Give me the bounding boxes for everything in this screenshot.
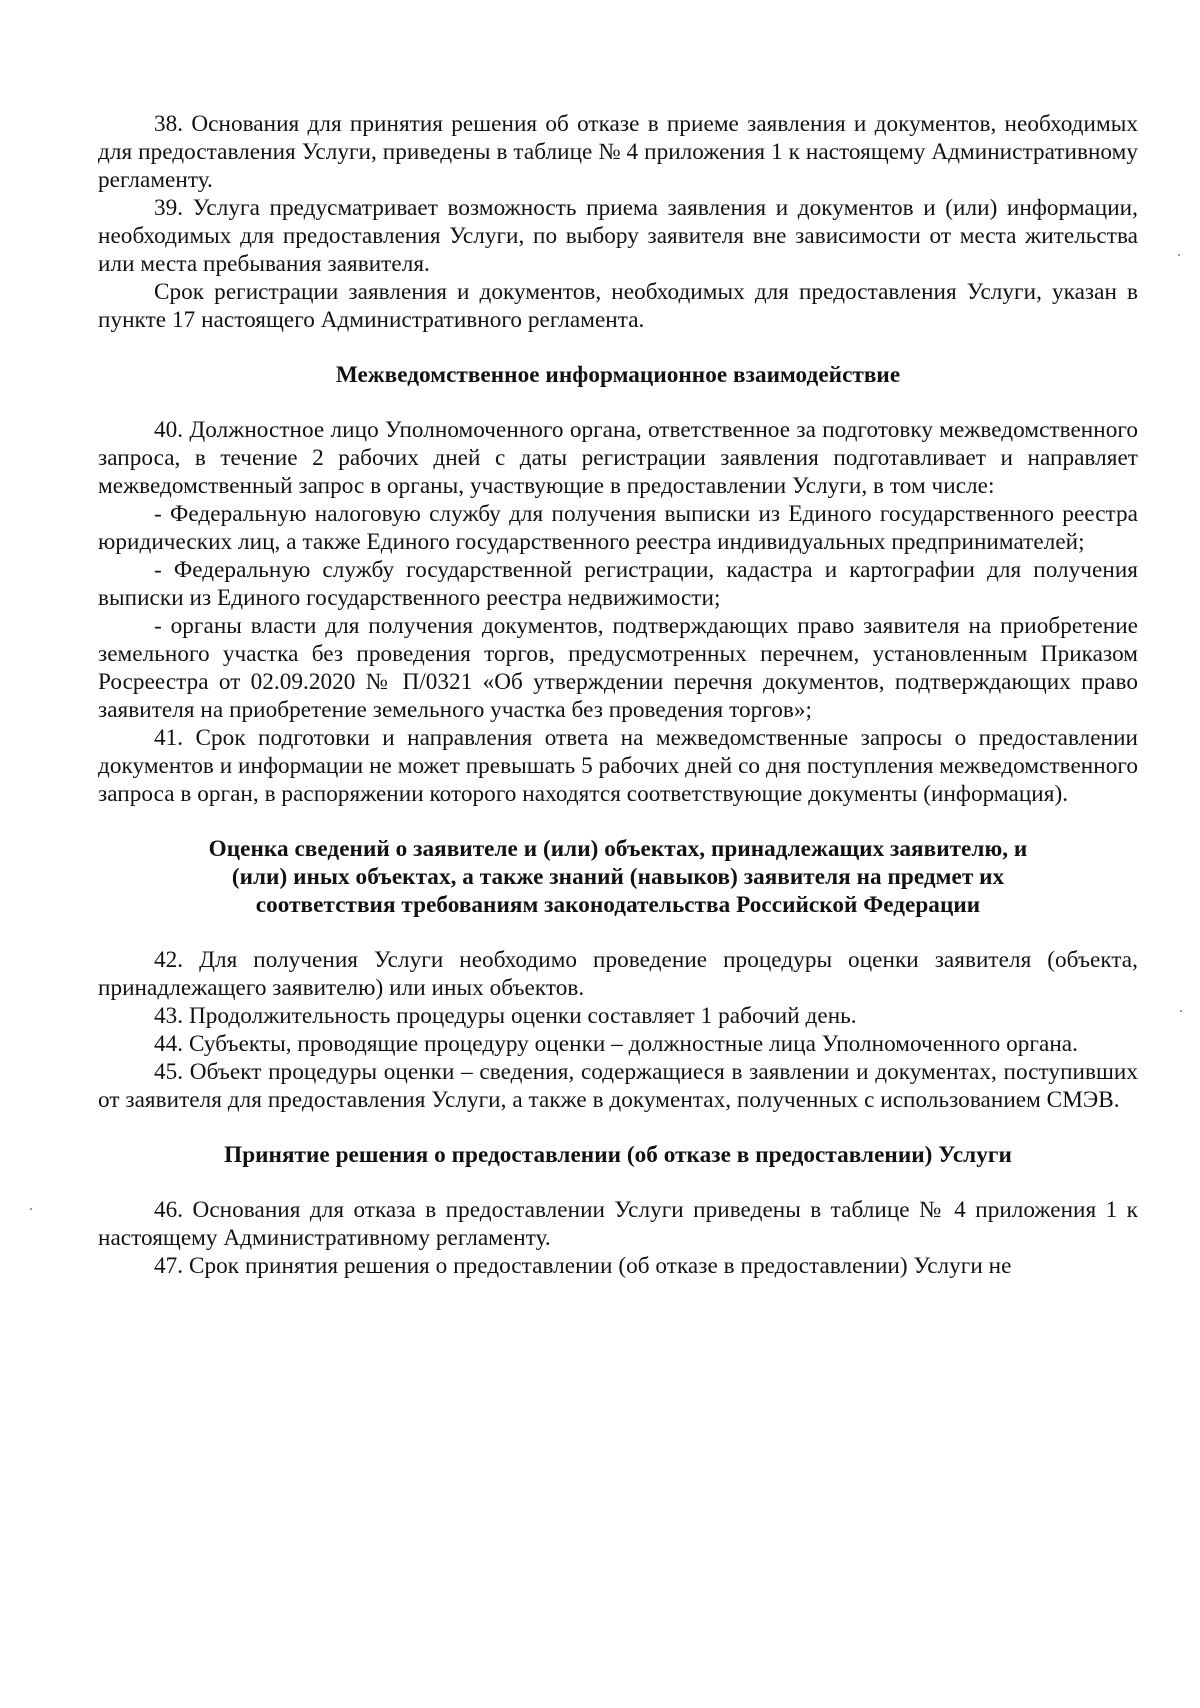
heading-applicant-assessment-line-3: соответствия требованиям законодательства Российской Федерации	[255, 892, 981, 918]
paragraph-40: 40. Должностное лицо Уполномоченного органа, ответственное за подготовку межведомственного запроса, в течение 2 рабочих дней с даты регистрации заявления подготавливает и направляет межведомственный запрос в органы, участвующие в предоставлении Услуги, в том числе:	[98, 417, 1138, 499]
scan-speck	[1178, 254, 1180, 256]
heading-decision-making: Принятие решения о предоставлении (об отказе в предоставлении) Услуги	[224, 1142, 1012, 1168]
paragraph-39-registration: Срок регистрации заявления и документов, необходимых для предоставления Услуги, указан в пункте 17 настоящего Административного регламента.	[98, 279, 1138, 333]
heading-applicant-assessment-line-1: Оценка сведений о заявителе и (или) объектах, принадлежащих заявителю, и	[208, 836, 1028, 862]
paragraph-42: 42. Для получения Услуги необходимо проведение процедуры оценки заявителя (объекта, принадлежащего заявителю) или иных объектов.	[98, 947, 1138, 1001]
heading-applicant-assessment	[98, 835, 1138, 919]
heading-applicant-assessment-line-2: (или) иных объектах, а также знаний (навыков) заявителя на предмет их	[231, 864, 1005, 890]
paragraph-41: 41. Срок подготовки и направления ответа на межведомственные запросы о предоставлении документов и информации не может превышать 5 рабочих дней со дня поступления межведомственного запроса в орган, в распоряжении которого находятся соответствующие документы (информация).	[98, 725, 1138, 807]
scan-speck	[30, 1208, 32, 1210]
paragraph-43: 43. Продолжительность процедуры оценки составляет 1 рабочий день.	[154, 1003, 857, 1029]
paragraph-44: 44. Субъекты, проводящие процедуру оценки – должностные лица Уполномоченного органа.	[154, 1031, 1078, 1057]
heading-interagency-interaction: Межведомственное информационное взаимодействие	[335, 362, 901, 388]
paragraph-38: 38. Основания для принятия решения об отказе в приеме заявления и документов, необходимых для предоставления Услуги, приведены в таблице № 4 приложения 1 к настоящему Административному регламенту.	[98, 111, 1138, 193]
document-page	[98, 110, 1138, 1280]
paragraph-47: 47. Срок принятия решения о предоставлении (об отказе в предоставлении) Услуги не	[154, 1253, 1012, 1279]
paragraph-39: 39. Услуга предусматривает возможность приема заявления и документов и (или) информации, необходимых для предоставления Услуги, по выбору заявителя вне зависимости от места жительства или места пребывания заявителя.	[98, 195, 1138, 277]
paragraph-45: 45. Объект процедуры оценки – сведения, содержащиеся в заявлении и документах, поступивших от заявителя для предоставления Услуги, а также в документах, полученных с использованием СМЭВ.	[98, 1059, 1138, 1113]
paragraph-40-item-registration-service: - Федеральную службу государственной регистрации, кадастра и картографии для получения выписки из Единого государственного реестра недвижимости;	[98, 557, 1138, 611]
scan-speck	[1180, 1010, 1182, 1012]
paragraph-40-item-tax-service: - Федеральную налоговую службу для получения выписки из Единого государственного реестра юридических лиц, а также Единого государственного реестра индивидуальных предпринимателей;	[98, 501, 1138, 555]
paragraph-46: 46. Основания для отказа в предоставлении Услуги приведены в таблице № 4 приложения 1 к настоящему Административному регламенту.	[98, 1197, 1138, 1251]
paragraph-40-item-authorities: - органы власти для получения документов, подтверждающих право заявителя на приобретение земельного участка без проведения торгов, предусмотренных перечнем, установленным Приказом Росреестра от 02.09.2020 № П/0321 «Об утверждении перечня документов, подтверждающих право заявителя на приобретение земельного участка без проведения торгов»;	[98, 613, 1138, 723]
